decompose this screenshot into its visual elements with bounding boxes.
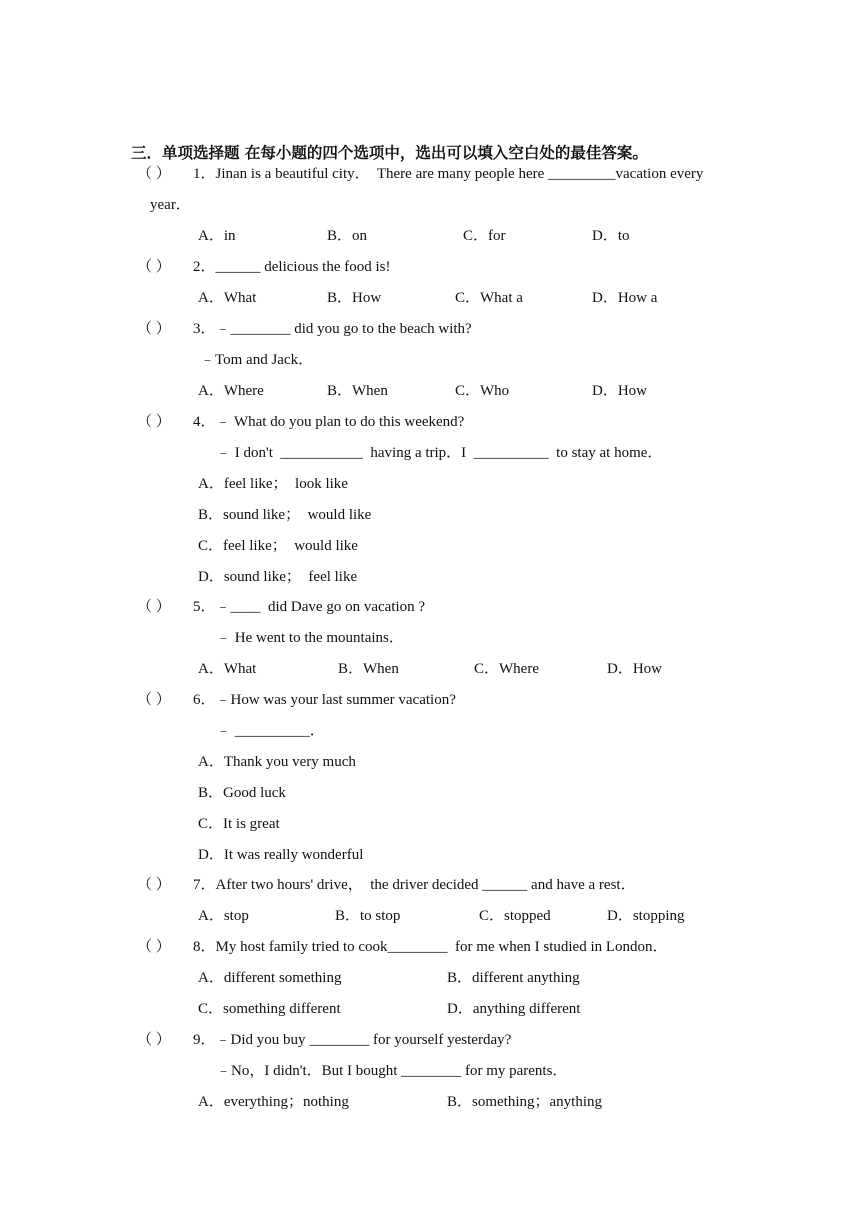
option-c: C．stopped	[479, 908, 551, 924]
option-a: A．Thank you very much	[198, 754, 356, 770]
question-stem-continuation: ﹣ I don't ___________ having a trip．I __________ to stay at home．	[216, 445, 663, 461]
option-b: B．When	[338, 661, 399, 677]
option-c: C．Where	[474, 661, 539, 677]
answer-parenthesis: （ ）	[137, 414, 171, 430]
question-stem: 2．______ delicious the food is!	[193, 259, 391, 275]
question-stem: 4．﹣ What do you plan to do this weekend?	[193, 414, 465, 430]
option-c: C．feel like； would like	[198, 538, 358, 554]
option-d: D．How	[592, 383, 647, 399]
option-a: A．What	[198, 290, 257, 306]
question-stem-continuation: ﹣ __________．	[216, 723, 325, 739]
option-d: D．How a	[592, 290, 658, 306]
question-stem: 8．My host family tried to cook________ for me when I studied in London．	[193, 939, 668, 955]
question-stem: 1．Jinan is a beautiful city． There are many people here _________vacation every	[193, 166, 704, 182]
option-c: C．Who	[455, 383, 510, 399]
question-stem: 5．﹣____ did Dave go on vacation ?	[193, 599, 426, 615]
option-c: C．something different	[198, 1001, 341, 1017]
option-d: D．stopping	[607, 908, 685, 924]
option-b: B．different anything	[447, 970, 580, 986]
section-title: 三．单项选择题 在每小题的四个选项中，选出可以填入空白处的最佳答案。	[131, 144, 648, 162]
option-b: B．on	[327, 228, 368, 244]
question-stem: 6．﹣How was your last summer vacation?	[193, 692, 456, 708]
question-stem-continuation: year．	[150, 197, 191, 213]
option-a: A．different something	[198, 970, 342, 986]
answer-parenthesis: （ ）	[137, 321, 171, 337]
option-b: B．something；anything	[447, 1094, 602, 1110]
option-c: C．It is great	[198, 816, 280, 832]
question-stem: 9．﹣Did you buy ________ for yourself yesterday?	[193, 1032, 512, 1048]
option-b: B．Good luck	[198, 785, 286, 801]
option-a: A．everything；nothing	[198, 1094, 349, 1110]
option-d: D．sound like； feel like	[198, 569, 358, 585]
question-stem-continuation: ﹣No，I didn't．But I bought ________ for my parents．	[216, 1063, 568, 1079]
option-d: D．to	[592, 228, 630, 244]
answer-parenthesis: （ ）	[137, 166, 171, 182]
option-b: B．When	[327, 383, 388, 399]
option-b: B．to stop	[335, 908, 401, 924]
option-a: A．What	[198, 661, 257, 677]
option-d: D．anything different	[447, 1001, 581, 1017]
option-a: A．Where	[198, 383, 264, 399]
question-stem: 3．﹣________ did you go to the beach with?	[193, 321, 472, 337]
option-a: A．stop	[198, 908, 249, 924]
option-c: C．for	[463, 228, 506, 244]
option-d: D．How	[607, 661, 662, 677]
option-b: B．sound like； would like	[198, 507, 372, 523]
option-a: A．in	[198, 228, 236, 244]
option-b: B．How	[327, 290, 382, 306]
question-stem-continuation: ﹣ He went to the mountains．	[216, 630, 404, 646]
answer-parenthesis: （ ）	[137, 599, 171, 615]
answer-parenthesis: （ ）	[137, 877, 171, 893]
option-d: D．It was really wonderful	[198, 847, 364, 863]
option-a: A．feel like； look like	[198, 476, 348, 492]
option-c: C．What a	[455, 290, 523, 306]
answer-parenthesis: （ ）	[137, 692, 171, 708]
question-stem: 7．After two hours' drive， the driver decided ______ and have a rest．	[193, 877, 636, 893]
question-stem-continuation: ﹣Tom and Jack．	[200, 352, 314, 368]
answer-parenthesis: （ ）	[137, 259, 171, 275]
answer-parenthesis: （ ）	[137, 1032, 171, 1048]
answer-parenthesis: （ ）	[137, 939, 171, 955]
